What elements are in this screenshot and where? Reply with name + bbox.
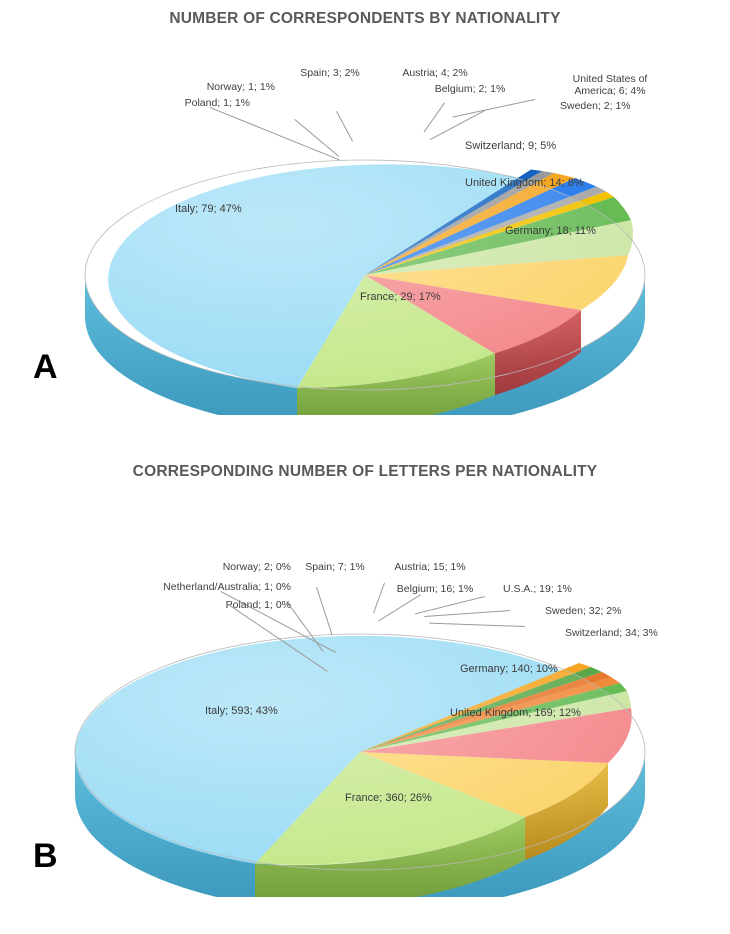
- slice-label-spain: Spain; 7; 1%: [305, 561, 365, 573]
- slice-label-poland: Poland; 1; 0%: [225, 599, 291, 611]
- slice-label-austria: Austria; 15; 1%: [394, 561, 466, 573]
- pie-graphic-a: [65, 85, 665, 415]
- slice-label-united-kingdom: United Kingdom; 14; 8%: [465, 177, 584, 189]
- slice-label-united-kingdom: United Kingdom; 169; 12%: [450, 707, 581, 719]
- slice-label-italy: Italy; 593; 43%: [205, 705, 278, 717]
- slice-label-sweden: Sweden; 32; 2%: [545, 605, 622, 617]
- slice-label-switzerland: Switzerland; 34; 3%: [565, 627, 658, 639]
- slice-label-belgium: Belgium; 2; 1%: [434, 83, 506, 95]
- slice-label-germany: Germany; 18; 11%: [505, 225, 596, 237]
- slice-label-france: France; 29; 17%: [360, 291, 441, 303]
- slice-label-united-states: United States of America; 6; 4%: [572, 73, 648, 97]
- chart-panel-a: [0, 0, 730, 455]
- slice-label-switzerland: Switzerland; 9; 5%: [465, 140, 557, 152]
- slice-label-netherland-australia: Netherland/Australia; 1; 0%: [163, 581, 291, 593]
- slice-label-norway: Norway; 1; 1%: [206, 81, 275, 93]
- slice-label-poland: Poland; 1; 1%: [184, 97, 250, 109]
- slice-label-belgium: Belgium; 16; 1%: [396, 583, 474, 595]
- chart-panel-b: [0, 455, 730, 934]
- slice-label-france: France; 360; 26%: [345, 792, 432, 804]
- chart-title-b: CORRESPONDING NUMBER OF LETTERS PER NATIONALITY: [132, 463, 598, 480]
- slice-label-sweden: Sweden; 2; 1%: [560, 100, 631, 112]
- panel-letter-a: A: [33, 348, 58, 386]
- slice-label-usa: U.S.A.; 19; 1%: [503, 583, 572, 595]
- pie-chart-b: [55, 561, 665, 897]
- slice-label-italy: Italy; 79; 47%: [175, 203, 242, 215]
- pie-chart-a: [65, 67, 665, 415]
- slice-label-norway: Norway; 2; 0%: [222, 561, 291, 573]
- panel-letter-b: B: [33, 837, 58, 875]
- slice-label-austria: Austria; 4; 2%: [402, 67, 468, 79]
- chart-title-a: NUMBER OF CORRESPONDENTS BY NATIONALITY: [169, 10, 561, 27]
- slice-label-germany: Germany; 140; 10%: [460, 663, 558, 675]
- slice-label-spain: Spain; 3; 2%: [300, 67, 360, 79]
